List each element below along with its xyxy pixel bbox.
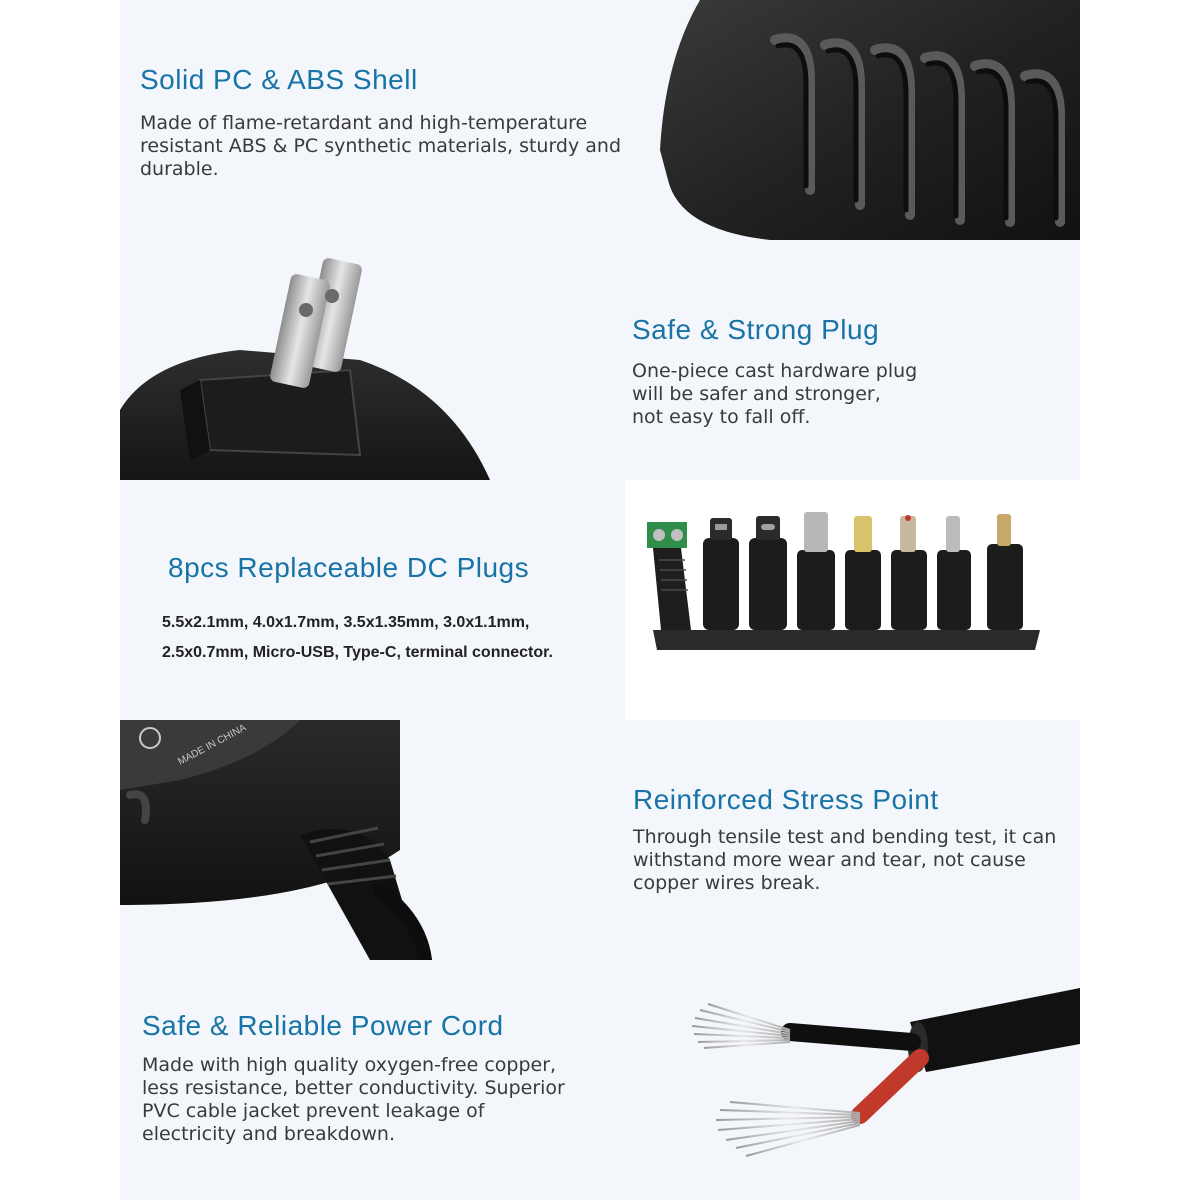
- description-line: PVC cable jacket prevent leakage of: [142, 1100, 485, 1122]
- section-description: [142, 1054, 565, 1146]
- description-line: electricity and breakdown.: [142, 1123, 395, 1145]
- description-line: withstand more wear and tear, not cause: [633, 849, 1026, 871]
- description-line: not easy to fall off.: [632, 406, 811, 428]
- description-line: Through tensile test and bending test, it can: [633, 826, 1057, 848]
- section-power-cord: [120, 960, 1080, 1200]
- strain-relief-image: [120, 720, 500, 960]
- section-stress-point: [120, 720, 1080, 960]
- section-description: [633, 826, 1056, 895]
- description-line: One-piece cast hardware plug: [632, 360, 918, 382]
- adapter-shell-image: [660, 0, 1080, 240]
- description-line: Made of flame-retardant and high-temperature: [140, 112, 588, 134]
- description-line: Made with high quality oxygen-free copper,: [142, 1054, 557, 1076]
- description-line: resistant ABS & PC synthetic materials, sturdy and: [140, 135, 622, 157]
- dc-plugs-image: [625, 480, 1080, 720]
- section-title: Solid PC & ABS Shell: [140, 64, 418, 95]
- section-title: Safe & Strong Plug: [632, 314, 880, 345]
- description-line: 5.5x2.1mm, 4.0x1.7mm, 3.5x1.35mm, 3.0x1.1mm,: [162, 614, 530, 631]
- section-description: [162, 608, 553, 668]
- description-line: less resistance, better conductivity. Superior: [142, 1077, 565, 1099]
- section-title: Reinforced Stress Point: [633, 784, 939, 815]
- description-line: 2.5x0.7mm, Micro-USB, Type-C, terminal connector.: [162, 644, 553, 661]
- description-line: copper wires break.: [633, 872, 821, 894]
- section-title: 8pcs Replaceable DC Plugs: [168, 552, 530, 583]
- description-line: will be safer and stronger,: [632, 383, 881, 405]
- section-plug: [120, 240, 1080, 480]
- section-title: Safe & Reliable Power Cord: [142, 1010, 504, 1041]
- section-description: [140, 112, 621, 181]
- description-line: durable.: [140, 158, 219, 180]
- plug-image: [120, 240, 500, 480]
- section-dc-plugs: [120, 480, 1080, 720]
- label-text: MADE IN CHINA: [176, 722, 249, 768]
- power-cord-image: [680, 960, 1080, 1200]
- section-shell: [120, 0, 1080, 240]
- section-description: [632, 360, 917, 429]
